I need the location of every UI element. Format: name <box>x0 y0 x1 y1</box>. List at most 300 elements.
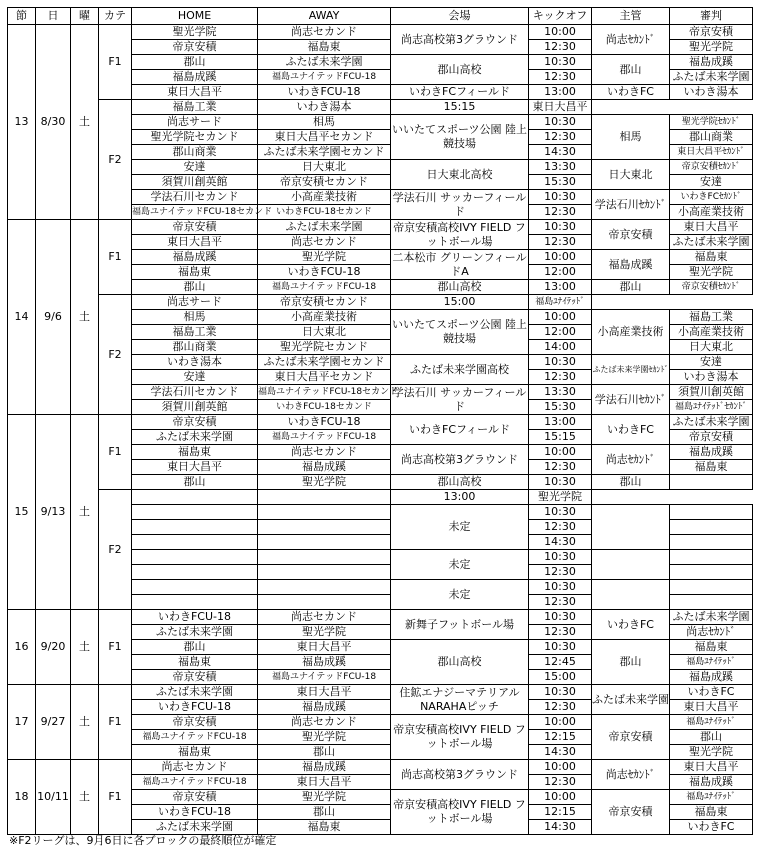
header-section: 節 <box>8 8 36 25</box>
away-team: 福島ユナイテッドFCU-18 <box>258 670 391 685</box>
category-label: F1 <box>99 685 132 760</box>
referee: 郡山 <box>670 730 753 745</box>
referee <box>670 535 753 550</box>
kickoff-time: 14:30 <box>529 145 592 160</box>
venue: 郡山高校 <box>391 475 529 490</box>
home-team: 安達 <box>132 370 258 385</box>
kickoff-time: 13:00 <box>529 415 592 430</box>
kickoff-time: 10:30 <box>529 640 592 655</box>
home-team: いわきFCU-18 <box>132 610 258 625</box>
round-number: 14 <box>8 220 36 415</box>
schedule-body <box>8 25 753 835</box>
kickoff-time: 12:30 <box>529 625 592 640</box>
away-team: 福島成蹊 <box>258 655 391 670</box>
host-club: 学法石川ｾｶﾝﾄﾞ <box>592 190 670 220</box>
header-kickoff: キックオフ <box>529 8 592 25</box>
home-team: いわき湯本 <box>132 355 258 370</box>
venue: 新舞子フットボール場 <box>391 610 529 640</box>
host-club: いわきFC <box>592 415 670 445</box>
kickoff-time: 14:30 <box>529 820 592 835</box>
kickoff-time: 12:30 <box>529 70 592 85</box>
host-club <box>592 505 670 550</box>
away-team: 福島東 <box>258 40 391 55</box>
away-team: いわきFCU-18セカンド <box>258 400 391 415</box>
kickoff-time: 10:30 <box>529 190 592 205</box>
referee: 福島成蹊 <box>670 670 753 685</box>
venue: 帝京安積高校IVY FIELD フットボール場 <box>391 715 529 760</box>
kickoff-time: 15:00 <box>529 670 592 685</box>
away-team <box>258 565 391 580</box>
referee: 日大東北 <box>670 340 753 355</box>
home-team: ふたば未来学園 <box>132 685 258 700</box>
match-row <box>8 415 753 430</box>
round-weekday: 土 <box>71 610 99 685</box>
venue: 未定 <box>391 550 529 580</box>
kickoff-time: 15:00 <box>391 295 529 310</box>
round-weekday: 土 <box>71 415 99 610</box>
referee: 安達 <box>670 355 753 370</box>
away-team: 東日大昌平 <box>258 775 391 790</box>
home-team: 帝京安積 <box>132 670 258 685</box>
away-team: 尚志セカンド <box>258 25 391 40</box>
referee <box>670 475 753 490</box>
referee: 福島東 <box>670 460 753 475</box>
home-team: 須賀川創英館 <box>132 175 258 190</box>
category-label: F1 <box>99 220 132 295</box>
round-number: 18 <box>8 760 36 835</box>
referee: ふたば未来学園 <box>670 235 753 250</box>
kickoff-time: 13:00 <box>529 85 592 100</box>
match-row <box>8 610 753 625</box>
host-club: 尚志ｾｶﾝﾄﾞ <box>592 25 670 55</box>
referee: 須賀川創英館 <box>670 385 753 400</box>
home-team: 郡山商業 <box>132 340 258 355</box>
referee: 帝京安積ｾｶﾝﾄﾞ <box>670 280 753 295</box>
header-referee: 審判 <box>670 8 753 25</box>
away-team: 聖光学院 <box>258 790 391 805</box>
referee: ふたば未来学園 <box>670 415 753 430</box>
kickoff-time: 12:15 <box>529 730 592 745</box>
away-team: 東日大昌平セカンド <box>258 130 391 145</box>
home-team: 帝京安積 <box>132 715 258 730</box>
referee: 聖光学院 <box>670 265 753 280</box>
home-team: 福島ユナイテッドFCU-18 <box>132 730 258 745</box>
away-team: いわき湯本 <box>258 100 391 115</box>
kickoff-time: 14:30 <box>529 745 592 760</box>
kickoff-time: 12:00 <box>529 265 592 280</box>
kickoff-time: 13:30 <box>529 385 592 400</box>
away-team: ふたば未来学園 <box>258 55 391 70</box>
round-date: 9/20 <box>36 610 71 685</box>
kickoff-time: 12:30 <box>529 130 592 145</box>
round-number: 17 <box>8 685 36 760</box>
referee: 東日大昌平 <box>529 100 592 115</box>
home-team: 帝京安積 <box>132 415 258 430</box>
home-team: ふたば未来学園 <box>132 625 258 640</box>
kickoff-time: 12:30 <box>529 775 592 790</box>
header-away: AWAY <box>258 8 391 25</box>
kickoff-time: 10:30 <box>529 115 592 130</box>
referee <box>670 550 753 565</box>
host-club: 福島成蹊 <box>592 250 670 280</box>
round-date: 9/13 <box>36 415 71 610</box>
category-label: F1 <box>99 760 132 835</box>
match-row <box>8 220 753 235</box>
away-team: 相馬 <box>258 115 391 130</box>
kickoff-time: 10:00 <box>529 250 592 265</box>
home-team: 安達 <box>132 160 258 175</box>
kickoff-time: 12:30 <box>529 205 592 220</box>
referee: 福島ﾕﾅｲﾃｯﾄﾞ <box>670 655 753 670</box>
host-club: 相馬 <box>592 115 670 160</box>
match-row <box>8 25 753 40</box>
kickoff-time: 13:00 <box>391 490 529 505</box>
away-team: 福島ユナイテッドFCU-18 <box>258 70 391 85</box>
match-row <box>8 760 753 775</box>
away-team: 福島ユナイテッドFCU-18セカンド <box>258 385 391 400</box>
host-club: 帝京安積 <box>592 790 670 835</box>
host-club: 小高産業技術 <box>592 310 670 355</box>
referee <box>670 580 753 595</box>
away-team: 小高産業技術 <box>258 310 391 325</box>
away-team: 帝京安積セカンド <box>258 295 391 310</box>
kickoff-time: 12:30 <box>529 40 592 55</box>
schedule-table <box>7 7 753 835</box>
home-team: 福島ユナイテッドFCU-18セカンド <box>132 205 258 220</box>
kickoff-time: 13:30 <box>529 160 592 175</box>
away-team: ふたば未来学園セカンド <box>258 145 391 160</box>
referee: 東日大昌平 <box>670 220 753 235</box>
header-date: 日 <box>36 8 71 25</box>
venue: いいたてスポーツ公園 陸上競技場 <box>391 115 529 160</box>
away-team: 郡山 <box>258 745 391 760</box>
home-team: いわきFCU-18 <box>132 805 258 820</box>
away-team: いわきFCU-18 <box>258 85 391 100</box>
round-weekday: 土 <box>71 220 99 415</box>
footnote: ※F2リーグは、9月6日に各ブロックの最終順位が確定 <box>9 834 277 847</box>
away-team: 尚志セカンド <box>258 445 391 460</box>
away-team: 帝京安積セカンド <box>258 175 391 190</box>
venue: 帝京安積高校IVY FIELD フットボール場 <box>391 220 529 250</box>
kickoff-time: 12:30 <box>529 595 592 610</box>
referee: 尚志ｾｶﾝﾄﾞ <box>670 625 753 640</box>
home-team: 帝京安積 <box>132 220 258 235</box>
away-team <box>258 490 391 505</box>
away-team: 東日大昌平 <box>258 685 391 700</box>
round-date: 9/6 <box>36 220 71 415</box>
home-team: 郡山 <box>132 55 258 70</box>
kickoff-time: 10:00 <box>529 25 592 40</box>
referee: 福島成蹊 <box>670 55 753 70</box>
home-team: 東日大昌平 <box>132 235 258 250</box>
kickoff-time: 14:00 <box>529 340 592 355</box>
away-team: ふたば未来学園 <box>258 220 391 235</box>
referee: 東日大昌平ｾｶﾝﾄﾞ <box>670 145 753 160</box>
away-team: いわきFCU-18 <box>258 265 391 280</box>
kickoff-time: 10:30 <box>529 550 592 565</box>
home-team <box>132 535 258 550</box>
kickoff-time: 13:00 <box>529 280 592 295</box>
venue: 未定 <box>391 580 529 610</box>
kickoff-time: 12:30 <box>529 565 592 580</box>
round-date: 10/11 <box>36 760 71 835</box>
referee: 帝京安積 <box>670 430 753 445</box>
away-team: 東日大昌平セカンド <box>258 370 391 385</box>
referee: 福島工業 <box>670 310 753 325</box>
round-number: 13 <box>8 25 36 220</box>
home-team: 福島東 <box>132 265 258 280</box>
round-weekday: 土 <box>71 685 99 760</box>
kickoff-time: 15:15 <box>391 100 529 115</box>
round-weekday: 土 <box>71 25 99 220</box>
referee <box>670 520 753 535</box>
host-club: 尚志ｾｶﾝﾄﾞ <box>592 445 670 475</box>
category-label: F2 <box>99 295 132 415</box>
home-team: 聖光学院 <box>132 25 258 40</box>
kickoff-time: 10:30 <box>529 505 592 520</box>
home-team <box>132 565 258 580</box>
host-club: 尚志ｾｶﾝﾄﾞ <box>592 760 670 790</box>
kickoff-time: 10:00 <box>529 760 592 775</box>
round-date: 8/30 <box>36 25 71 220</box>
venue: 郡山高校 <box>391 280 529 295</box>
away-team: 郡山 <box>258 805 391 820</box>
header-row <box>8 8 753 25</box>
venue: 郡山高校 <box>391 640 529 685</box>
referee: 聖光学院 <box>670 745 753 760</box>
kickoff-time: 10:30 <box>529 55 592 70</box>
category-label: F1 <box>99 415 132 490</box>
home-team: 福島東 <box>132 655 258 670</box>
host-club: ふたば未来学園 <box>592 685 670 715</box>
kickoff-time: 10:00 <box>529 445 592 460</box>
host-club: いわきFC <box>592 85 670 100</box>
host-club <box>592 580 670 610</box>
referee: いわきFC <box>670 820 753 835</box>
home-team: 福島東 <box>132 745 258 760</box>
referee <box>670 565 753 580</box>
host-club: 帝京安積 <box>592 715 670 760</box>
referee: いわきFCｾｶﾝﾄﾞ <box>670 190 753 205</box>
header-host: 主管 <box>592 8 670 25</box>
away-team: ふたば未来学園セカンド <box>258 355 391 370</box>
referee: 東日大昌平 <box>670 760 753 775</box>
kickoff-time: 12:30 <box>529 370 592 385</box>
referee <box>670 595 753 610</box>
home-team: 学法石川セカンド <box>132 385 258 400</box>
home-team: 相馬 <box>132 310 258 325</box>
away-team <box>258 520 391 535</box>
kickoff-time: 10:30 <box>529 685 592 700</box>
away-team: 福島ユナイテッドFCU-18 <box>258 430 391 445</box>
away-team <box>258 505 391 520</box>
category-label: F2 <box>99 490 132 610</box>
away-team: 福島東 <box>258 820 391 835</box>
venue: 二本松市 グリーンフィールドA <box>392 250 527 278</box>
home-team: いわきFCU-18 <box>132 700 258 715</box>
venue: 帝京安積高校IVY FIELD フットボール場 <box>391 790 529 835</box>
home-team: ふたば未来学園 <box>132 430 258 445</box>
referee: いわき湯本 <box>670 85 753 100</box>
away-team: 福島ユナイテッドFCU-18 <box>258 280 391 295</box>
away-team: 聖光学院 <box>258 625 391 640</box>
away-team: 尚志セカンド <box>258 715 391 730</box>
home-team <box>132 520 258 535</box>
home-team <box>132 595 258 610</box>
referee: 帝京安積 <box>670 25 753 40</box>
referee: 福島東 <box>670 640 753 655</box>
referee: 安達 <box>670 175 753 190</box>
referee: 小高産業技術 <box>670 325 753 340</box>
home-team: 尚志サード <box>132 115 258 130</box>
referee: ふたば未来学園 <box>670 610 753 625</box>
away-team: 福島成蹊 <box>258 700 391 715</box>
kickoff-time: 12:30 <box>529 235 592 250</box>
home-team: 帝京安積 <box>132 790 258 805</box>
kickoff-time: 10:00 <box>529 310 592 325</box>
referee: 福島ﾕﾅｲﾃｯﾄﾞ <box>529 295 592 310</box>
referee: 福島成蹊 <box>670 775 753 790</box>
referee: 帝京安積ｾｶﾝﾄﾞ <box>670 160 753 175</box>
away-team: 尚志セカンド <box>258 610 391 625</box>
referee: 聖光学院 <box>529 490 592 505</box>
kickoff-time: 12:30 <box>529 700 592 715</box>
kickoff-time: 12:30 <box>529 520 592 535</box>
away-team: 聖光学院 <box>258 250 391 265</box>
category-label: F1 <box>99 610 132 685</box>
home-team: 福島成蹊 <box>132 250 258 265</box>
referee: 福島東 <box>670 805 753 820</box>
home-team: 聖光学院セカンド <box>132 130 258 145</box>
category-label: F1 <box>99 25 132 100</box>
kickoff-time: 10:00 <box>529 790 592 805</box>
kickoff-time: 12:00 <box>529 325 592 340</box>
venue: 尚志高校第3グラウンド <box>391 760 529 790</box>
kickoff-time: 10:30 <box>529 580 592 595</box>
match-row <box>8 295 753 310</box>
referee: 小高産業技術 <box>670 205 753 220</box>
referee: 福島ﾕﾅｲﾃｯﾄﾞ <box>670 790 753 805</box>
kickoff-time: 10:30 <box>529 355 592 370</box>
match-row <box>8 100 753 115</box>
referee: 福島ﾕﾅｲﾃｯﾄﾞ <box>670 715 753 730</box>
host-club: 学法石川ｾｶﾝﾄﾞ <box>592 385 670 415</box>
home-team: 郡山 <box>132 475 258 490</box>
venue: いわきFCフィールド <box>391 415 529 445</box>
away-team: 東日大昌平 <box>258 640 391 655</box>
header-home: HOME <box>132 8 258 25</box>
away-team: 尚志セカンド <box>258 235 391 250</box>
referee: ふたば未来学園 <box>670 70 753 85</box>
header-weekday: 曜 <box>71 8 99 25</box>
home-team: 郡山 <box>132 640 258 655</box>
host-club: 帝京安積 <box>592 220 670 250</box>
referee: 福島成蹊 <box>670 445 753 460</box>
home-team: 福島工業 <box>132 100 258 115</box>
home-team <box>132 490 258 505</box>
venue: いわきFCフィールド <box>391 85 529 100</box>
away-team: いわきFCU-18セカンド <box>258 205 391 220</box>
round-date: 9/27 <box>36 685 71 760</box>
venue: 住鉱エナジーマテリアル NARAHAピッチ <box>391 685 529 715</box>
home-team <box>132 550 258 565</box>
round-number: 16 <box>8 610 36 685</box>
venue: 日大東北高校 <box>391 160 529 190</box>
away-team: 福島成蹊 <box>258 760 391 775</box>
category-label: F2 <box>99 100 132 220</box>
home-team: 郡山商業 <box>132 145 258 160</box>
venue: 郡山高校 <box>391 55 529 85</box>
venue: ふたば未来学園高校 <box>391 355 529 385</box>
away-team: 日大東北 <box>258 325 391 340</box>
home-team: 帝京安積 <box>132 40 258 55</box>
away-team: 聖光学院 <box>258 730 391 745</box>
header-category: カテ <box>99 8 132 25</box>
kickoff-time: 15:30 <box>529 175 592 190</box>
venue: 尚志高校第3グラウンド <box>391 445 529 475</box>
away-team <box>258 550 391 565</box>
kickoff-time: 10:30 <box>529 475 592 490</box>
home-team: 福島工業 <box>132 325 258 340</box>
host-club: いわきFC <box>592 610 670 640</box>
kickoff-time: 15:15 <box>529 430 592 445</box>
referee: いわき湯本 <box>670 370 753 385</box>
kickoff-time: 10:00 <box>529 715 592 730</box>
venue: 尚志高校第3グラウンド <box>391 25 529 55</box>
referee: いわきFC <box>670 685 753 700</box>
home-team: 福島東 <box>132 445 258 460</box>
away-team: 日大東北 <box>258 160 391 175</box>
host-club: 郡山 <box>592 475 670 490</box>
home-team: 学法石川セカンド <box>132 190 258 205</box>
venue: 未定 <box>391 505 529 550</box>
venue: いいたてスポーツ公園 陸上競技場 <box>391 310 529 355</box>
home-team: 須賀川創英館 <box>132 400 258 415</box>
round-weekday: 土 <box>71 760 99 835</box>
host-club: ふたば未来学園ｾｶﾝﾄﾞ <box>592 355 670 385</box>
away-team: 福島成蹊 <box>258 460 391 475</box>
home-team: 東日大昌平 <box>132 85 258 100</box>
host-club: 日大東北 <box>592 160 670 190</box>
referee <box>670 505 753 520</box>
referee: 聖光学院ｾｶﾝﾄﾞ <box>670 115 753 130</box>
home-team: 東日大昌平 <box>132 460 258 475</box>
referee: 郡山商業 <box>670 130 753 145</box>
kickoff-time: 12:30 <box>529 460 592 475</box>
referee: 福島ﾕﾅｲﾃｯﾄﾞｾｶﾝﾄﾞ <box>670 400 753 415</box>
away-team: 聖光学院 <box>258 475 391 490</box>
referee: 福島東 <box>670 250 753 265</box>
host-club <box>592 550 670 580</box>
venue: 学法石川 サッカーフィールド <box>391 385 529 415</box>
away-team: いわきFCU-18 <box>258 415 391 430</box>
referee: 聖光学院 <box>670 40 753 55</box>
kickoff-time: 12:15 <box>529 805 592 820</box>
kickoff-time: 10:30 <box>529 610 592 625</box>
host-club: 郡山 <box>592 280 670 295</box>
kickoff-time: 14:30 <box>529 535 592 550</box>
host-club: 郡山 <box>592 55 670 85</box>
home-team: ふたば未来学園 <box>132 820 258 835</box>
home-team: 福島成蹊 <box>132 70 258 85</box>
away-team <box>258 595 391 610</box>
kickoff-time: 12:45 <box>529 655 592 670</box>
home-team: 福島ユナイテッドFCU-18 <box>132 775 258 790</box>
home-team: 尚志セカンド <box>132 760 258 775</box>
away-team <box>258 535 391 550</box>
header-venue: 会場 <box>391 8 529 25</box>
away-team: 聖光学院セカンド <box>258 340 391 355</box>
